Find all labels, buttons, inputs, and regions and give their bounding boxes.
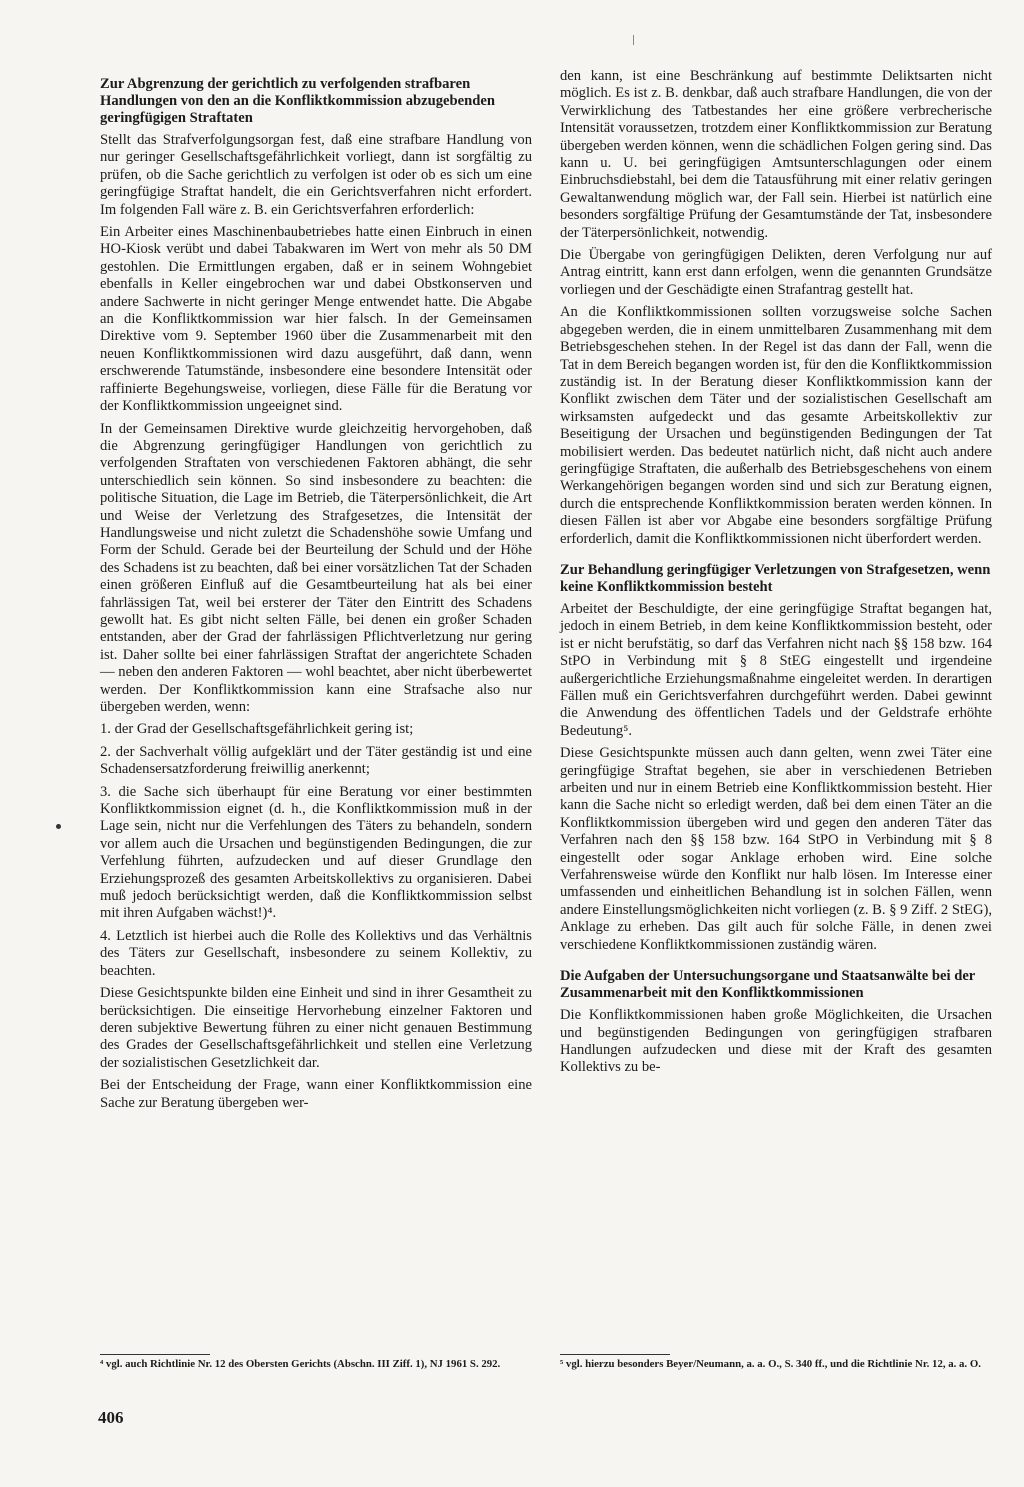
- section-heading: Zur Behandlung geringfügiger Verletzungen von Strafgesetzen, wenn keine Konfliktkommission besteht: [560, 561, 991, 595]
- list-item: 2. der Sachverhalt völlig aufgeklärt und der Täter geständig ist und eine Schadensersatzforderung freiwillig anerkennt;: [100, 743, 532, 778]
- section-heading: Die Aufgaben der Untersuchungsorgane und Staatsanwälte bei der Zusammenarbeit mit den Konfliktkommissionen: [560, 968, 976, 1002]
- paragraph: Die Übergabe von geringfügigen Delikten, deren Verfolgung nur auf Antrag eintritt, kann erst dann erfolgen, wenn die genannten Grundsätze vorliegen und der Geschädigte einen Strafantrag gestellt hat.: [560, 247, 992, 298]
- paragraph: Diese Gesichtspunkte müssen auch dann gelten, wenn zwei Täter eine geringfügige Straftat begehen, sie aber in verschiedenen Betrieben arbeiten und nur in einem Betrieb eine Konfliktkommission besteht. Hier kann die Sache nicht so erledigt werden, daß bei dem einen Täter an die Konfliktkommission übergeben wird und gegen den anderen Täter das Verfahren nach den §§ 158 bzw. 164 StPO in Verbindung mit § 8 eingestellt oder sogar Anklage erhoben wird. Eine solche Verfahrensweise würde den Konflikt nur halb lösen. Im Interesse einer umfassenden und einheitlichen Behandlung ist in solchen Fällen, wenn andere Einstellungsmöglichkeiten nicht vorliegen (z. B. § 9 Ziff. 2 StEG), Anklage zu erheben. Das gilt auch für solche Fälle, in denen zwei verschiedene Konfliktkommissionen zuständig wären.: [560, 745, 992, 953]
- paragraph: den kann, ist eine Beschränkung auf bestimmte Deliktsarten nicht möglich. Es ist z. B. denkbar, daß auch strafbare Handlungen, die von der Verwirklichung des Tatbestandes her eine größere verbrecherische Intensität voraussetzen, trotzdem einer Konfliktkommission zur Beratung übergeben werden können, wenn die schädlichen Folgen gering sind. Das kann u. U. bei geringfügigen Amtsunterschlagungen oder einem Einbruchsdiebstahl, bei dem die Tatausführung mit einer relativ geringen Gewaltanwendung möglich war, der Fall sein. Hierbei ist natürlich eine besonders sorgfältige Prüfung der Gesamtumstände der Tat, insbesondere der Täterpersönlichkeit, notwendig.: [560, 68, 992, 241]
- footnote-rule: [100, 1354, 210, 1355]
- list-item: 1. der Grad der Gesellschaftsgefährlichkeit gering ist;: [100, 721, 414, 738]
- footnote-right: [560, 1350, 992, 1371]
- section-heading: Zur Abgrenzung der gerichtlich zu verfolgenden strafbaren Handlungen von den an die Konfliktkommission abzugebenden geringfügigen Straftaten: [100, 76, 495, 126]
- footnote-rule: [560, 1354, 670, 1355]
- scan-dot: [56, 824, 61, 829]
- paragraph: In der Gemeinsamen Direktive wurde gleichzeitig hervorgehoben, daß die Abgrenzung geringfügiger Handlungen von gerichtlich zu verfolgenden Straftaten von verschiedenen Faktoren abhängt, die sehr unterschiedlich sein können. So sind insbesondere zu beachten: die politische Situation, die Lage im Betrieb, die Täterpersönlichkeit, die Art und Weise der Verletzung des Strafgesetzes, die Intensität der Handlungsweise und nicht zuletzt die Schadenshöhe sowie Umfang und Form der Schuld. Gerade bei der Beurteilung der Schuld und der Höhe des Schadens ist zu beachten, daß bei einer vorsätzlichen Tat der Schaden einen größeren Einfluß auf die Gesamtbeurteilung hat als bei einer fahrlässigen Tat, weil bei ersterer der Täter den Eintritt des Schadens gewollt hat. Es gibt nicht selten Fälle, bei denen ein großer Schaden entstanden, aber der Grad der fahrlässigen Pflichtverletzung nur gering ist. Daher sollte bei einer fahrlässigen Straftat der angerichtete Schaden — neben den anderen Faktoren — wohl beachtet, aber nicht überbewertet werden. Der Konfliktkommission kann eine Strafsache also nur übergeben werden, wenn:: [100, 420, 532, 715]
- left-column: [100, 70, 532, 1117]
- scan-mark: [633, 35, 634, 45]
- paragraph: Stellt das Strafverfolgungsorgan fest, daß eine strafbare Handlung von nur geringer Gesellschaftsgefährlichkeit vorliegt, dann ist sorgfältig zu prüfen, ob die Sache gerichtlich zu verfolgen ist oder ob es sich um eine geringfügige Straftat handelt, die ein Gerichtsverfahren nicht erfordert. Im folgenden Fall wäre z. B. ein Gerichtsverfahren erforderlich:: [100, 132, 532, 218]
- footnote-text: ⁴ vgl. auch Richtlinie Nr. 12 des Obersten Gerichts (Abschn. III Ziff. 1), NJ 1961 S. 292.: [100, 1358, 501, 1370]
- list-item: 3. die Sache sich überhaupt für eine Beratung vor einer bestimmten Konfliktkommission eignet (d. h., die Konfliktkommission muß in der Lage sein, nicht nur die Verfehlungen des Täters zu behandeln, sondern vor allem auch die Ursachen und begünstigenden Bedingungen, die zur Verfehlung führten, aufzudecken und auf dieser Grundlage den Erziehungsprozeß des gesamten Arbeitskollektivs zu organisieren. Dabei muß jedoch berücksichtigt werden, daß die Konfliktkommission selbst mit ihren Aufgaben wächst!)⁴.: [100, 783, 532, 922]
- footnote-left: [100, 1350, 532, 1371]
- paragraph: Die Konfliktkommissionen haben große Möglichkeiten, die Ursachen und begünstigenden Bedingungen von geringfügigen strafbaren Handlungen aufzudecken und diese mit der Kraft des gesamten Kollektivs zu be-: [560, 1007, 992, 1076]
- footnote-text: ⁵ vgl. hierzu besonders Beyer/Neumann, a. a. O., S. 340 ff., und die Richtlinie Nr. 12, a. a. O.: [560, 1358, 981, 1370]
- paragraph: Bei der Entscheidung der Frage, wann einer Konfliktkommission eine Sache zur Beratung übergeben wer-: [100, 1077, 532, 1111]
- paragraph: Arbeitet der Beschuldigte, der eine geringfügige Straftat begangen hat, jedoch in einem Betrieb, in dem keine Konfliktkommission besteht, oder ist er nicht berufstätig, so darf das Verfahren nicht nach §§ 158 bzw. 164 StPO in Verbindung mit § 8 StEG eingestellt und irgendeine außergerichtliche Erziehungsmaßnahme eingeleitet werden. In derartigen Fällen muß ein Gerichtsverfahren durchgeführt werden. Dabei gewinnt die Anwendung des öffentlichen Tadels und der Geldstrafe erhöhte Bedeutung⁵.: [560, 600, 992, 739]
- page-number: 406: [98, 1408, 124, 1427]
- paragraph: Diese Gesichtspunkte bilden eine Einheit und sind in ihrer Gesamtheit zu berücksichtigen. Die einseitige Hervorhebung einzelner Faktoren und deren subjektive Bewertung führen zu einer nicht genauen Bestimmung des Grades der Gesellschaftsgefährlichkeit und stellen eine Verletzung der sozialistischen Gesetzlichkeit dar.: [100, 985, 532, 1071]
- right-column: [560, 68, 992, 1082]
- paragraph: Ein Arbeiter eines Maschinenbaubetriebes hatte einen Einbruch in einen HO-Kiosk verübt und dabei Tabakwaren im Wert von mehr als 50 DM gestohlen. Die Ermittlungen ergaben, daß er in seinem Wohngebiet ebenfalls in Keller eingebrochen war und dabei Obstkonserven und andere Sachwerte in nicht geringer Menge entwendet hatte. Die Abgabe an die Konfliktkommission war hier falsch. In der Gemeinsamen Direktive vom 9. September 1960 über die Zusammenarbeit mit den neuen Konfliktkommissionen wird dazu ausgeführt, daß dann, wenn erschwerende Tatumstände, insbesondere eine besondere Intensität oder raffinierte Begehungsweise, vorliegen, diese Fälle für die Beratung vor der Konfliktkommission ungeeignet sind.: [100, 224, 532, 415]
- list-item: 4. Letztlich ist hierbei auch die Rolle des Kollektivs und das Verhältnis des Täters zur Gesellschaft, insbesondere zu seinem Kollektiv, zu beachten.: [100, 927, 532, 979]
- paragraph: An die Konfliktkommissionen sollten vorzugsweise solche Sachen abgegeben werden, die in einem unmittelbaren Zusammenhang mit dem Betriebsgeschehen stehen. In der Regel ist das dann der Fall, wenn die Tat in dem Bereich begangen worden ist, für den die Konfliktkommission zuständig ist. In der Beratung dieser Konfliktkommission kann der Konflikt zwischen dem Täter und der sozialistischen Gesellschaft am wirksamsten aufgedeckt und das gesamte Arbeitskollektiv zur Beseitigung der Ursachen und begünstigenden Bedingungen der Tat mobilisiert werden. Das bedeutet natürlich nicht, daß nicht auch andere geringfügige Straftaten, die außerhalb des Betriebsgeschehens von einem Werkangehörigen begangen worden sind und sich zur Beratung eignen, durch die entsprechende Konfliktkommission beraten werden können. In diesen Fällen ist aber vor Abgabe eine besonders sorgfältige Prüfung erforderlich, damit die Konfliktkommissionen nicht überfordert werden.: [560, 304, 992, 547]
